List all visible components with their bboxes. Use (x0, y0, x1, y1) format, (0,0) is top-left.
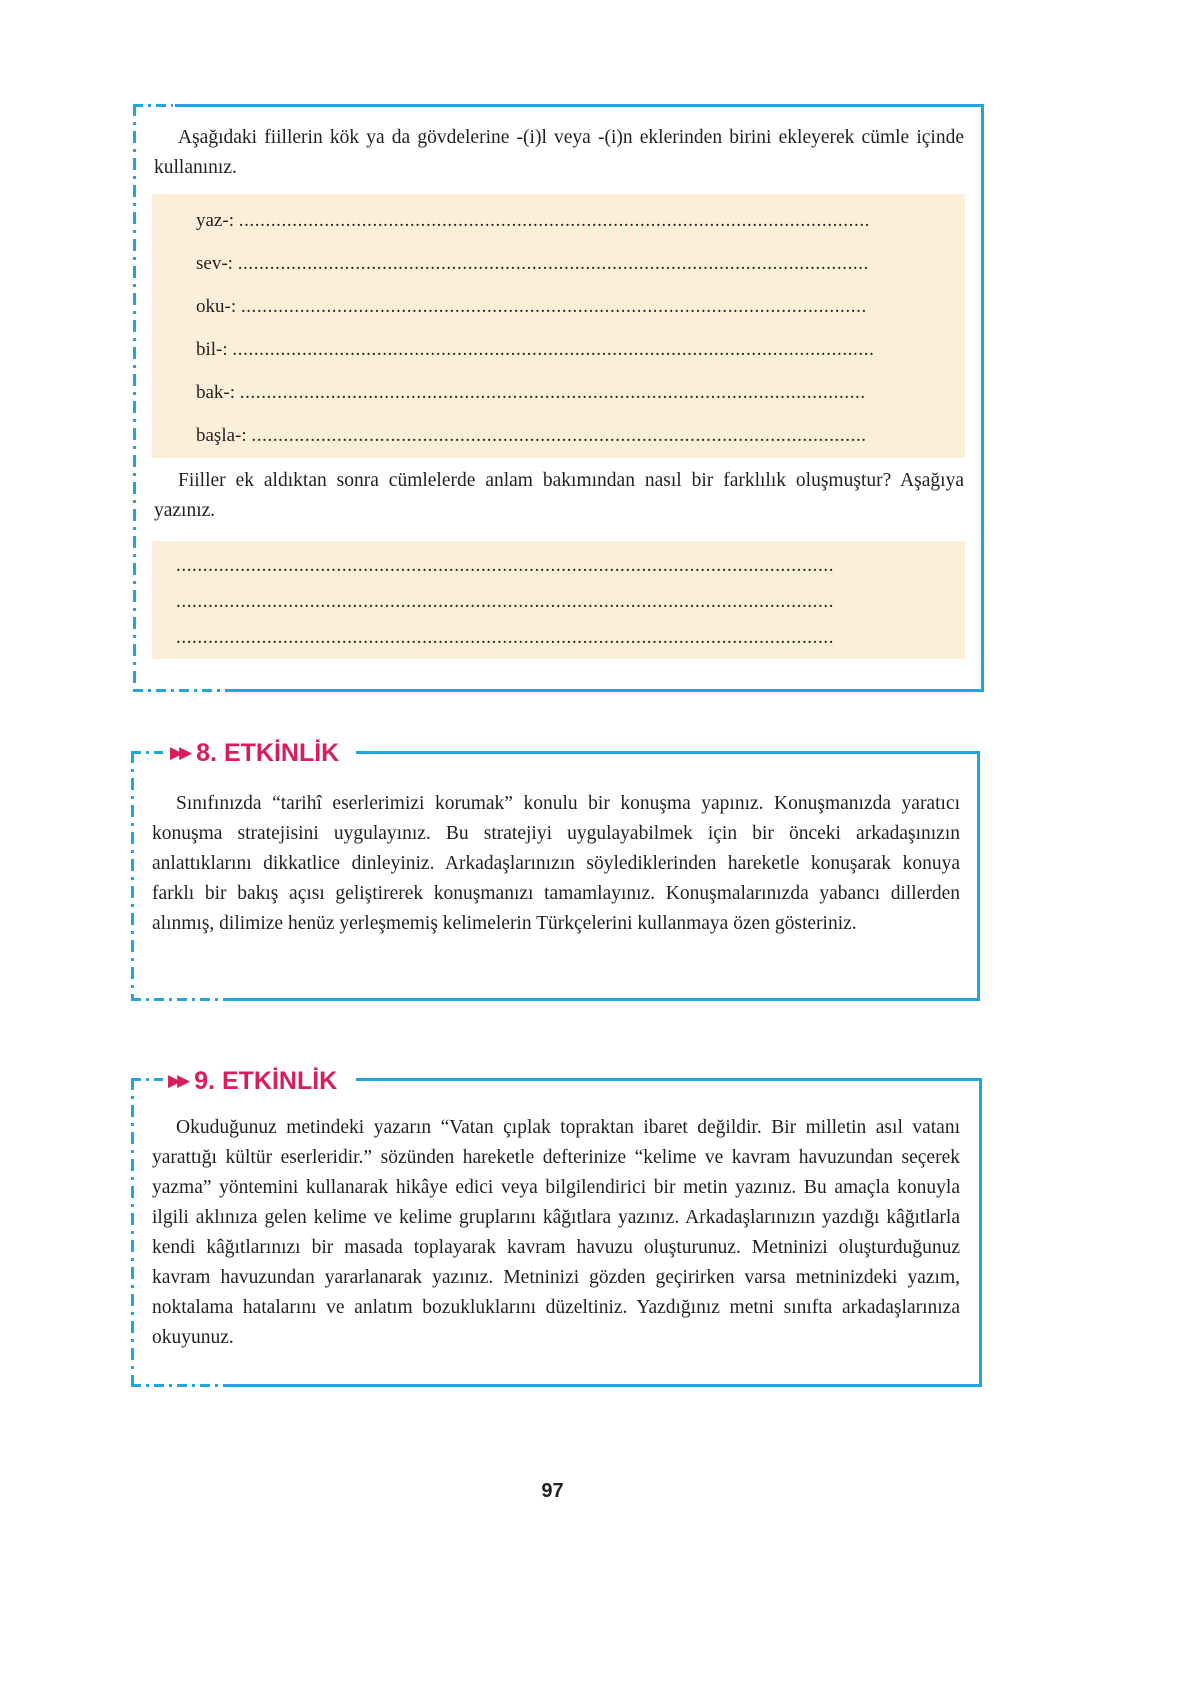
verb-label: bil-: (196, 339, 228, 360)
frame-top-dashed (133, 104, 173, 107)
frame-top (356, 1078, 982, 1081)
verb-exercise-box (152, 194, 965, 458)
answer-blank[interactable]: ........................................................................................................................ (232, 339, 875, 360)
frame-left-dashed (133, 104, 136, 692)
answer-blank[interactable]: ..................................................................................................................... (240, 296, 867, 317)
frame-top (356, 751, 980, 754)
top-instruction: Aşağıdaki fiillerin kök ya da gövdelerine -(i)l veya -(i)n eklerinden birini ekleyerek cümle içinde kullanınız. (154, 127, 964, 178)
verb-label: sev-: (196, 253, 233, 274)
frame-bottom-dashed (131, 998, 229, 1001)
verb-label: bak-: (196, 382, 236, 403)
answer-blank[interactable]: ..................................................................................................................... (239, 382, 866, 403)
top-question: Fiiller ek aldıktan sonra cümlelerde anlam bakımından nasıl bir farklılık oluşmuştur? Aşağıya yazınız. (154, 470, 964, 521)
frame-right (981, 104, 984, 692)
frame-top-dashed (131, 1078, 163, 1081)
frame-bottom-dashed (133, 689, 231, 692)
frame-bottom-dashed (131, 1384, 229, 1387)
answer-line[interactable]: ........................................................................................................................... (176, 591, 835, 612)
verb-label: yaz-: (196, 210, 234, 231)
verb-label: oku-: (196, 296, 237, 317)
frame-right (979, 1078, 982, 1387)
activity-8-heading (170, 736, 339, 770)
frame-top (175, 104, 984, 107)
answer-blank[interactable]: ................................................................................................................... (251, 425, 867, 446)
verb-row[interactable] (196, 339, 874, 361)
verb-label: başla-: (196, 425, 247, 446)
answer-line[interactable]: ........................................................................................................................... (176, 627, 835, 648)
activity-9-heading (168, 1064, 337, 1098)
frame-bottom (229, 1384, 982, 1387)
verb-row[interactable] (196, 382, 866, 404)
activity-9-title: 9. ETKİNLİK (194, 1066, 338, 1095)
verb-row[interactable] (196, 296, 867, 318)
answer-blank[interactable]: ...................................................................................................................... (237, 253, 869, 274)
answer-blank[interactable]: ...................................................................................................................... (238, 210, 871, 231)
frame-bottom (231, 689, 984, 692)
activity-8-title: 8. ETKİNLİK (196, 738, 340, 767)
answer-box (152, 541, 965, 659)
verb-row[interactable] (196, 210, 870, 232)
double-arrow-icon: ▶▶ (170, 743, 189, 762)
activity-9-body: Okuduğunuz metindeki yazarın “Vatan çıplak topraktan ibaret değildir. Bir milletin asıl vatanı yarattığı kültür eserleridir.” sözünden hareketle defterinize “kelime ve kavram havuzundan seçerek yazma” yöntemini kullanarak hikâye edici veya bilgilendirici bir metin yazınız. Bu amaçla konuyla ilgili aklınıza gelen kelime ve kelime gruplarını kâğıtlara yazınız. Arkadaşlarınızın yazdığı kâğıtlarla kendi kâğıtlarınızı bir masada toplayarak kavram havuzu oluşturunuz. Metninizi oluşturduğunuz kavram havuzundan yararlanarak yazınız. Metninizi gözden geçirirken varsa metninizdeki yazım, noktalama hatalarını ve anlatım bozukluklarını düzeltiniz. Yazdığınız metni sınıfta arkadaşlarınıza okuyunuz. (152, 1117, 960, 1348)
frame-bottom (229, 998, 980, 1001)
answer-line[interactable]: ........................................................................................................................... (176, 555, 835, 576)
frame-left-dashed (131, 1078, 134, 1387)
activity-8-body: Sınıfınızda “tarihî eserlerimizi korumak” konulu bir konuşma yapınız. Konuşmanızda yaratıcı konuşma stratejisini uygulayınız. Bu stratejiyi uygulayabilmek için bir önceki arkadaşınızın anlattıklarını dikkatlice dinleyiniz. Arkadaşlarınızın söylediklerinden hareketle konuşarak konuya farklı bir bakış açısı geliştirerek konuşmanızı tamamlayınız. Konuşmalarınızda yabancı dillerden alınmış, dilimize henüz yerleşmemiş kelimelerin Türkçelerini kullanmaya özen gösteriniz. (152, 793, 960, 934)
verb-row[interactable] (196, 425, 867, 447)
frame-left-dashed (131, 751, 134, 1001)
double-arrow-icon: ▶▶ (168, 1071, 187, 1090)
page-number: 97 (541, 1480, 564, 1502)
frame-right (977, 751, 980, 1001)
verb-row[interactable] (196, 253, 869, 275)
frame-top-dashed (131, 751, 163, 754)
